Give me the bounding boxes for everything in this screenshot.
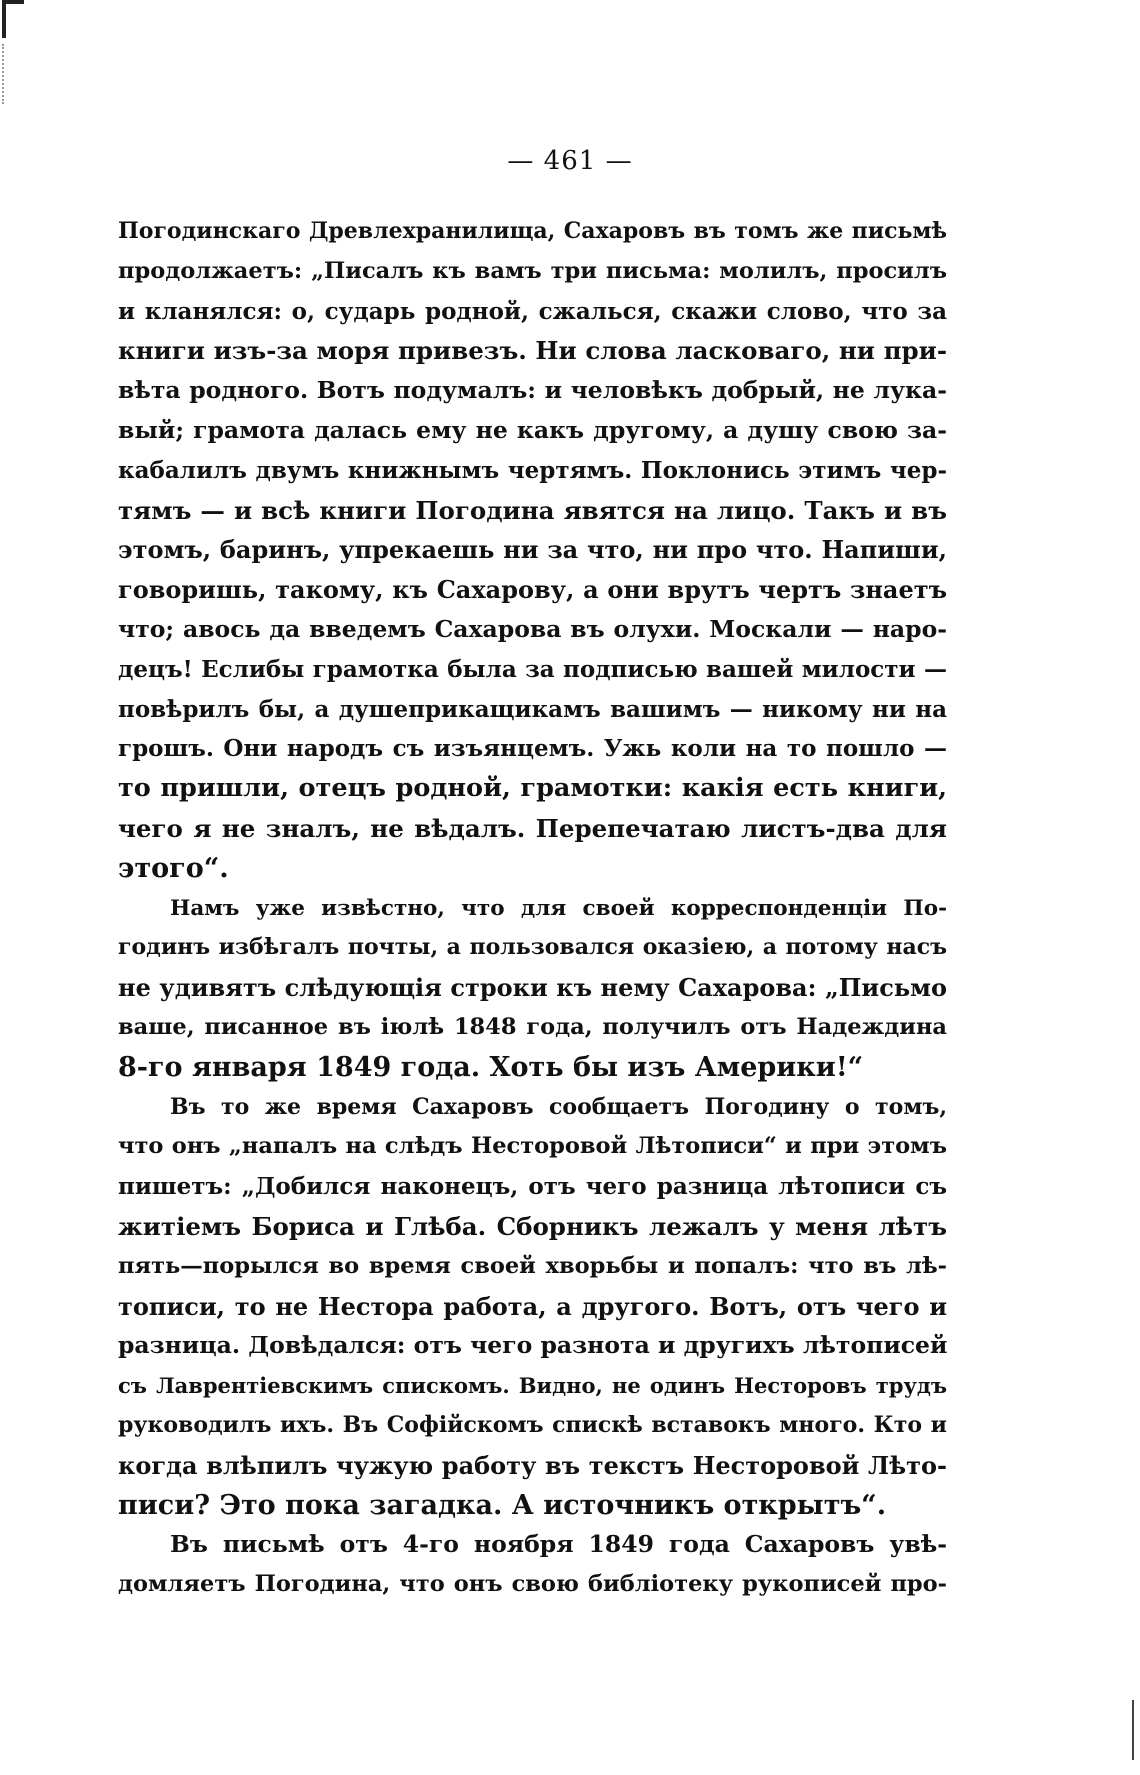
text-line: разница. Довѣдался: отъ чего разнота и другихъ лѣтописей bbox=[118, 1331, 948, 1360]
paragraph bbox=[118, 889, 947, 1088]
body-text bbox=[118, 212, 947, 1605]
scan-edge-dots bbox=[2, 44, 6, 104]
scan-corner-mark bbox=[2, 0, 26, 40]
scan-edge-line bbox=[1132, 1700, 1134, 1760]
text-line: чего я не зналъ, не вѣдалъ. Перепечатаю листъ-два для bbox=[118, 813, 947, 843]
text-line: грошъ. Они народъ съ изъянцемъ. Ужь коли на то пошло — bbox=[118, 735, 947, 763]
text-line: вый; грамота далась ему не какъ другому, а душу свою за- bbox=[118, 415, 947, 444]
paragraph bbox=[118, 212, 947, 889]
text-line: говоришь, такому, къ Сахарову, а они врутъ чертъ знаетъ bbox=[118, 575, 947, 605]
text-line: децъ! Еслибы грамотка была за подписью вашей милости — bbox=[118, 655, 947, 683]
text-line: когда влѣпилъ чужую работу въ текстъ Несторовой Лѣто- bbox=[118, 1450, 947, 1480]
text-line: то пришли, отецъ родной, грамотки: какія есть книги, bbox=[118, 773, 947, 804]
text-line: годинъ избѣгалъ почты, а пользовался оказіею, а потому насъ bbox=[118, 934, 947, 961]
text-line: повѣрилъ бы, а душеприкащикамъ вашимъ — никому ни на bbox=[118, 695, 947, 723]
text-line: домляетъ Погодина, что онъ свою библіотеку рукописей про- bbox=[118, 1571, 947, 1598]
text-line: Въ письмѣ отъ 4-го ноября 1849 года Сахаровъ увѣ- bbox=[170, 1530, 947, 1559]
text-line: Погодинскаго Древлехранилища, Сахаровъ въ томъ же письмѣ bbox=[118, 218, 947, 244]
text-line: и кланялся: о, сударь родной, сжалься, скажи слово, что за bbox=[118, 297, 947, 325]
text-line: 8-го января 1849 года. Хоть бы изъ Америки!“ bbox=[118, 1051, 864, 1083]
text-line: не удивятъ слѣдующія строки къ нему Сахарова: „Письмо bbox=[118, 973, 947, 1003]
paragraph bbox=[118, 1525, 947, 1605]
text-line: съ Лаврентіевскимъ спискомъ. Видно, не одинъ Несторовъ трудъ bbox=[118, 1373, 947, 1399]
paragraph bbox=[118, 1088, 947, 1526]
text-line: что; авось да введемъ Сахарова въ олухи. Москали — наро- bbox=[118, 614, 947, 643]
text-line: пять—порылся во время своей хворьбы и попалъ: что въ лѣ- bbox=[118, 1252, 947, 1279]
text-line: тописи, то не Нестора работа, а другого. Вотъ, отъ чего и bbox=[118, 1291, 947, 1321]
text-line: этомъ, баринъ, упрекаешь ни за что, ни про что. Напиши, bbox=[118, 535, 947, 565]
text-line: житіемъ Бориса и Глѣба. Сборникъ лежалъ у меня лѣтъ bbox=[118, 1211, 947, 1241]
text-line: этого“. bbox=[118, 852, 229, 884]
text-line: книги изъ-за моря привезъ. Ни слова ласковаго, ни при- bbox=[118, 336, 947, 366]
text-line: Въ то же время Сахаровъ сообщаетъ Погодину о томъ, bbox=[170, 1093, 947, 1120]
text-line: пишетъ: „Добился наконецъ, отъ чего разница лѣтописи съ bbox=[118, 1173, 947, 1201]
text-line: ваше, писанное въ іюлѣ 1848 года, получилъ отъ Надеждина bbox=[118, 1013, 947, 1040]
text-line: вѣта родного. Вотъ подумалъ: и человѣкъ добрый, не лука- bbox=[118, 376, 947, 405]
text-line: писи? Это пока загадка. А источникъ открытъ“. bbox=[118, 1489, 887, 1521]
text-line: Намъ уже извѣстно, что для своей корреспонденціи По- bbox=[170, 895, 947, 921]
text-line: продолжаетъ: „Писалъ къ вамъ три письма: молилъ, просилъ bbox=[118, 257, 947, 284]
page-number: — 461 — bbox=[507, 146, 633, 176]
text-line: руководилъ ихъ. Въ Софійскомъ спискѣ вставокъ много. Кто и bbox=[118, 1411, 947, 1438]
text-line: кабалилъ двумъ книжнымъ чертямъ. Поклонись этимъ чер- bbox=[118, 456, 947, 484]
text-line: что онъ „напалъ на слѣдъ Несторовой Лѣтописи“ и при этомъ bbox=[118, 1133, 947, 1160]
text-line: тямъ — и всѣ книги Погодина явятся на лицо. Такъ и въ bbox=[118, 495, 947, 525]
